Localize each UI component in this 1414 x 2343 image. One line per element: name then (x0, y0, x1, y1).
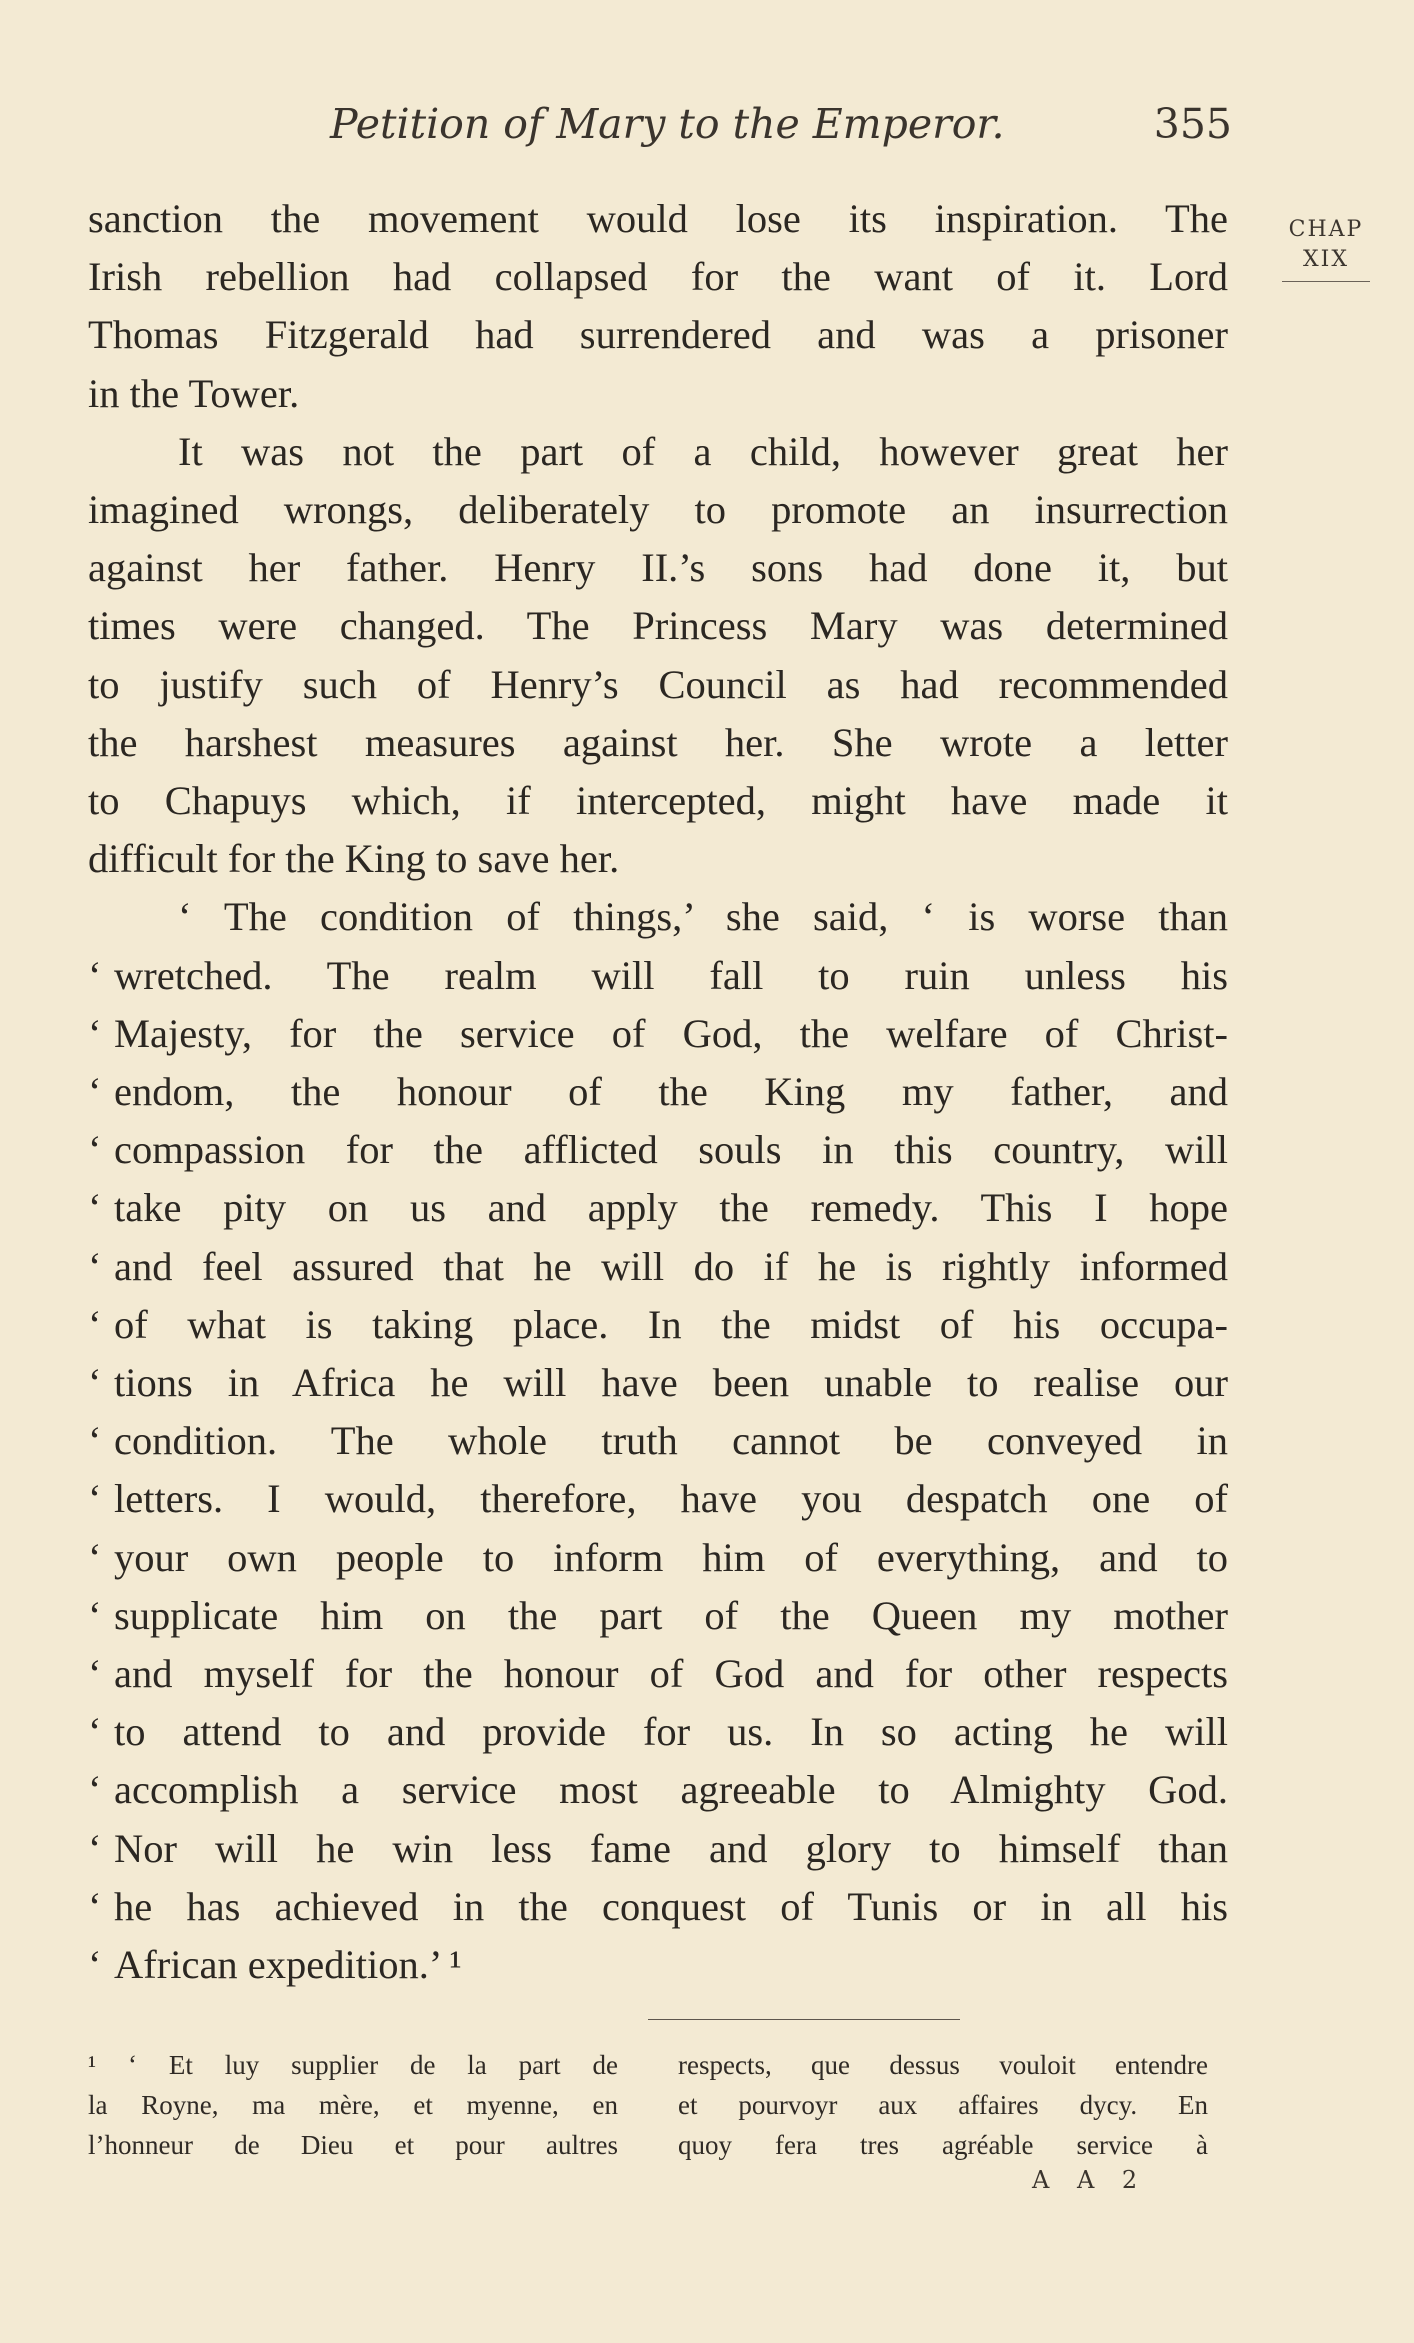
text-line (88, 190, 1228, 248)
line-text: to justify such of Henry’s Council as had recommended (88, 661, 1228, 707)
quote-mark: ‘ (88, 1767, 102, 1813)
line-text: against her father. Henry II.’s sons had done it, but (88, 545, 1228, 591)
line-text: to Chapuys which, if intercepted, might have made it (88, 778, 1228, 824)
text-line (88, 947, 1228, 1005)
quote-mark: ‘ (88, 1185, 102, 1231)
body-text (88, 190, 1228, 1994)
text-line (88, 772, 1228, 830)
line-text: Irish rebellion had collapsed for the want of it. Lord (88, 254, 1228, 300)
quote-mark: ‘ (88, 1418, 102, 1464)
text-line (88, 1645, 1228, 1703)
line-text: wretched. The realm will fall to ruin unless his (114, 952, 1228, 998)
text-line (88, 656, 1228, 714)
line-text: Thomas Fitzgerald had surrendered and was a prisoner (88, 312, 1228, 358)
footnote-left-column (88, 2045, 618, 2165)
text-line (88, 888, 1228, 946)
line-text: Nor will he win less fame and glory to himself than (114, 1825, 1228, 1871)
line-text: difficult for the King to save her. (88, 836, 620, 882)
text-line (88, 1761, 1228, 1819)
quote-mark: ‘ (88, 1883, 102, 1929)
line-text: he has achieved in the conquest of Tunis or in all his (114, 1883, 1228, 1929)
quote-mark: ‘ (88, 1592, 102, 1638)
line-text: African expedition.’ ¹ (114, 1942, 462, 1988)
quote-mark: ‘ (88, 1651, 102, 1697)
footnote-right-column (678, 2045, 1208, 2165)
line-text: your own people to inform him of everything, and to (114, 1534, 1228, 1580)
margin-chapter-label: CHAP (1288, 217, 1364, 242)
line-text: tions in Africa he will have been unable to realise our (114, 1360, 1228, 1406)
quote-mark: ‘ (88, 1825, 102, 1871)
text-line (88, 1470, 1228, 1528)
line-text: imagined wrongs, deliberately to promote an insurrection (88, 487, 1228, 533)
text-line (88, 248, 1228, 306)
quote-mark: ‘ (88, 1127, 102, 1173)
quote-mark: ‘ (88, 1243, 102, 1289)
footnote-rule (648, 2019, 960, 2020)
quote-mark: ‘ (88, 1476, 102, 1522)
footnote-line: respects, que dessus vouloit entendre (678, 2050, 1208, 2080)
quote-mark: ‘ (88, 1534, 102, 1580)
text-line (88, 306, 1228, 364)
line-text: in the Tower. (88, 370, 300, 416)
line-text: ‘ The condition of things,’ she said, ‘ is worse than (178, 894, 1228, 940)
text-line (88, 423, 1228, 481)
quote-mark: ‘ (88, 1010, 102, 1056)
text-line (88, 714, 1228, 772)
text-line (88, 1121, 1228, 1179)
text-line (88, 1878, 1228, 1936)
quote-mark: ‘ (88, 1301, 102, 1347)
text-line (88, 1587, 1228, 1645)
line-text: of what is taking place. In the midst of his occupa- (114, 1301, 1228, 1347)
line-text: letters. I would, therefore, have you despatch one of (114, 1476, 1228, 1522)
page-number: 355 (1153, 100, 1232, 148)
line-text: It was not the part of a child, however great her (178, 428, 1228, 474)
text-line (88, 1529, 1228, 1587)
line-text: compassion for the afflicted souls in this country, will (114, 1127, 1228, 1173)
margin-chapter-number: XIX (1302, 247, 1349, 272)
line-text: Majesty, for the service of God, the welfare of Christ- (114, 1010, 1228, 1056)
quote-mark: ‘ (88, 1360, 102, 1406)
line-text: and feel assured that he will do if he is rightly informed (114, 1243, 1228, 1289)
line-text: take pity on us and apply the remedy. This I hope (114, 1185, 1228, 1231)
text-line (88, 481, 1228, 539)
text-line (88, 539, 1228, 597)
line-text: supplicate him on the part of the Queen my mother (114, 1592, 1228, 1638)
margin-chapter-note (1282, 215, 1370, 282)
text-line (88, 1412, 1228, 1470)
running-head (330, 100, 1230, 148)
line-text: and myself for the honour of God and for other respects (114, 1651, 1228, 1697)
text-line (88, 1238, 1228, 1296)
text-line (88, 830, 1228, 888)
line-text: times were changed. The Princess Mary was determined (88, 603, 1228, 649)
line-text: the harshest measures against her. She wrote a letter (88, 719, 1228, 765)
quote-mark: ‘ (88, 1709, 102, 1755)
footnote-line: ¹ ‘ Et luy supplier de la part de (88, 2050, 618, 2080)
text-line (88, 1179, 1228, 1237)
signature-mark: A A 2 (1032, 2166, 1148, 2194)
text-line (88, 1354, 1228, 1412)
text-line (88, 1063, 1228, 1121)
quote-mark: ‘ (88, 952, 102, 998)
footnote-line: la Royne, ma mère, et myenne, en (88, 2090, 618, 2120)
line-text: to attend to and provide for us. In so acting he will (114, 1709, 1228, 1755)
text-line (88, 1703, 1228, 1761)
text-line (88, 1005, 1228, 1063)
margin-rule (1282, 281, 1370, 282)
text-line (88, 597, 1228, 655)
line-text: sanction the movement would lose its inspiration. The (88, 196, 1228, 241)
running-head-title: Petition of Mary to the Emperor. (330, 100, 1005, 148)
text-line (88, 1820, 1228, 1878)
footnote-line: quoy fera tres agréable service à (678, 2130, 1208, 2160)
quote-mark: ‘ (88, 1942, 102, 1988)
footnote-line: et pourvoyr aux affaires dycy. En (678, 2090, 1208, 2120)
quote-mark: ‘ (88, 1069, 102, 1115)
line-text: condition. The whole truth cannot be conveyed in (114, 1418, 1228, 1464)
line-text: endom, the honour of the King my father, and (114, 1069, 1228, 1115)
text-line (88, 365, 1228, 423)
line-text: accomplish a service most agreeable to Almighty God. (114, 1767, 1228, 1813)
footnote-line: l’honneur de Dieu et pour aultres (88, 2130, 618, 2160)
text-line (88, 1936, 1228, 1994)
text-line (88, 1296, 1228, 1354)
